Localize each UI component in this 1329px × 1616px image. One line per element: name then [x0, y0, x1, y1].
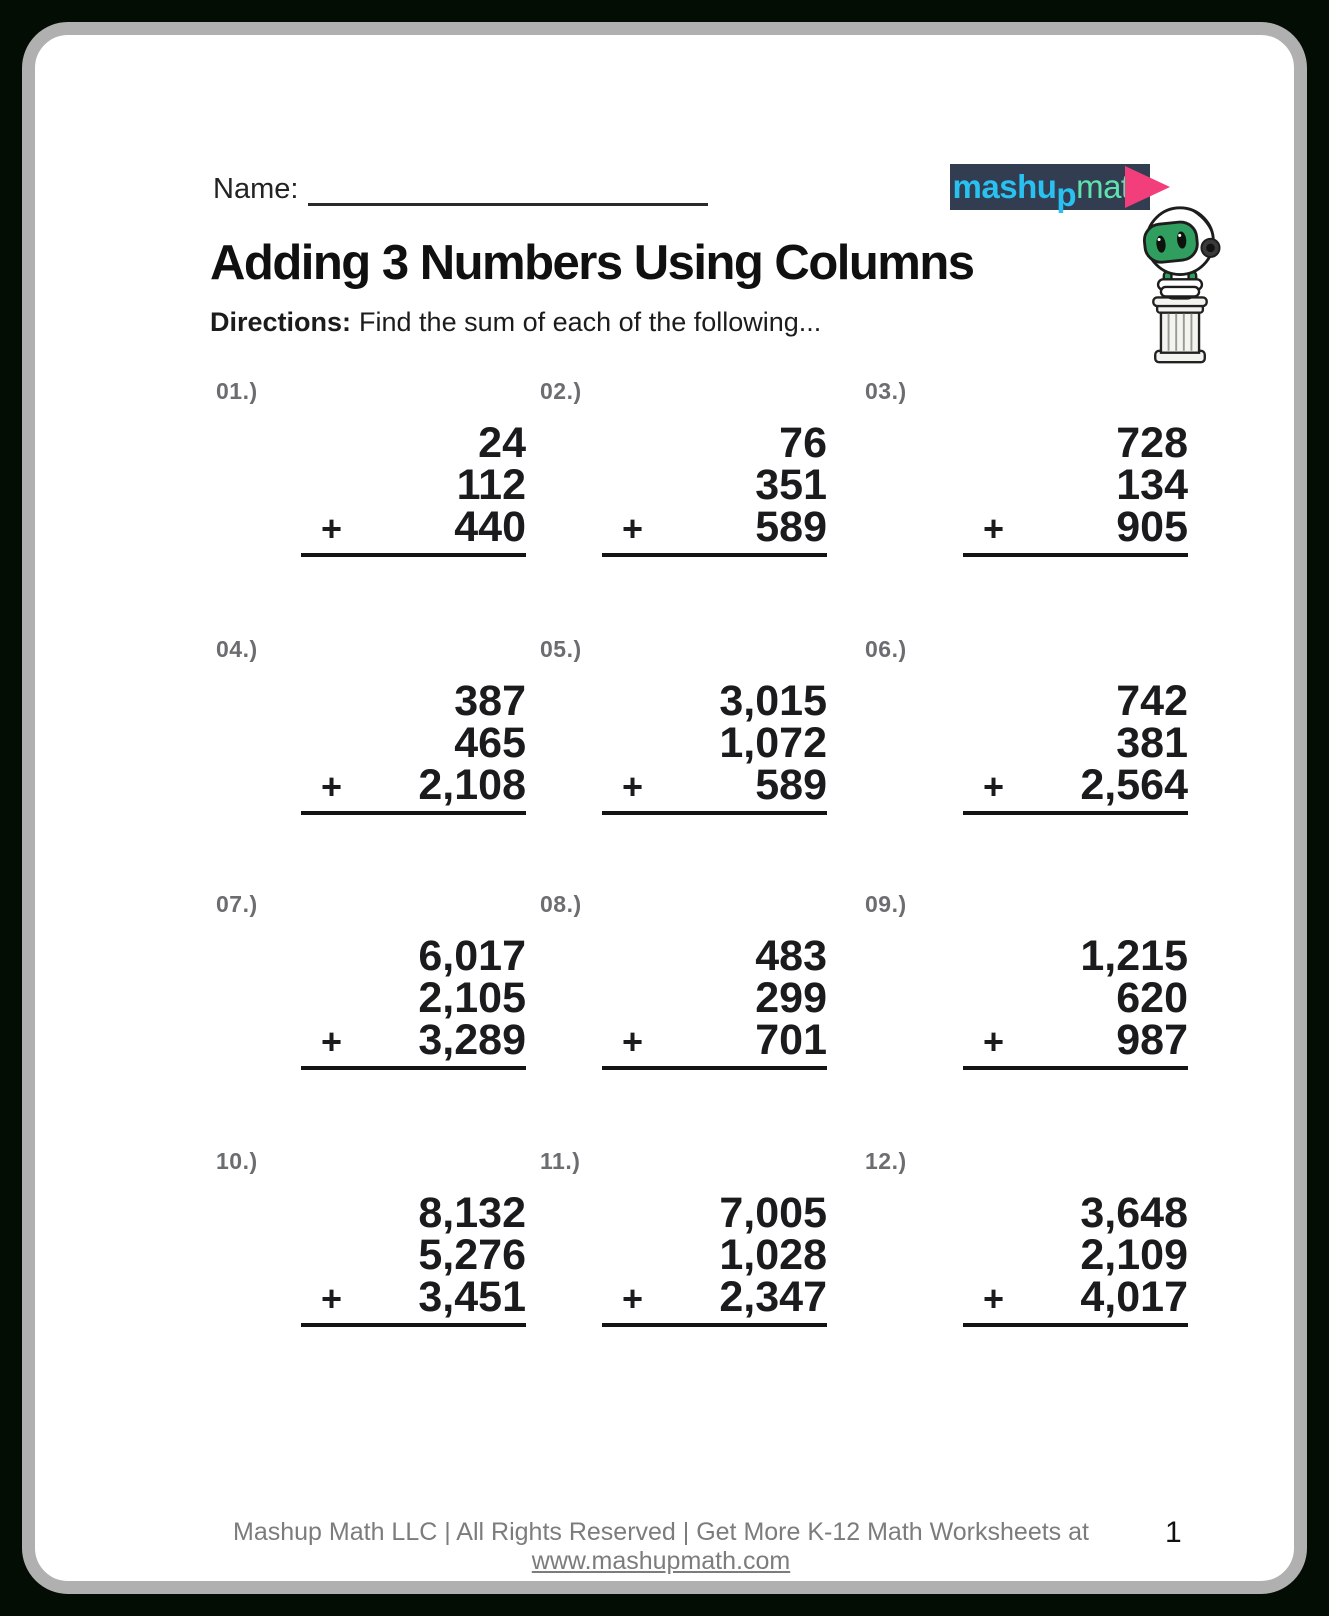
addend-value: 24	[478, 419, 526, 467]
addend-value: 3,015	[719, 677, 827, 725]
name-blank-line	[308, 173, 708, 206]
mashupmath-logo	[950, 164, 1150, 213]
addend-value: 589	[755, 761, 827, 809]
sum-line	[602, 1323, 827, 1327]
sum-line	[963, 1323, 1188, 1327]
plus-operator: +	[321, 508, 343, 549]
problem-label: 04.)	[216, 636, 258, 662]
sum-line	[963, 553, 1188, 557]
sum-line	[602, 553, 827, 557]
addend-value: 483	[755, 932, 827, 980]
problem-label: 06.)	[865, 636, 907, 662]
problem-label: 05.)	[540, 636, 582, 662]
logo-text-p: p	[1056, 176, 1077, 213]
problem-12	[865, 1147, 1188, 1327]
addend-value: 6,017	[418, 932, 526, 980]
problem-label: 01.)	[216, 378, 258, 404]
addend-value: 905	[1116, 503, 1188, 551]
sum-line	[963, 811, 1188, 815]
plus-operator: +	[622, 1278, 644, 1319]
page-number: 1	[1165, 1516, 1182, 1549]
directions	[210, 307, 821, 338]
plus-operator: +	[983, 508, 1005, 549]
directions-text: Find the sum of each of the following...	[359, 307, 822, 337]
sum-line	[963, 1066, 1188, 1070]
plus-operator: +	[622, 766, 644, 807]
addend-value: 440	[454, 503, 526, 551]
addend-value: 2,108	[418, 761, 526, 809]
problem-label: 02.)	[540, 378, 582, 404]
problem-05	[540, 635, 827, 815]
logo-text-mashu: mashu	[952, 168, 1057, 205]
problem-label: 03.)	[865, 378, 907, 404]
footer-text: Mashup Math LLC | All Rights Reserved | Get More K-12 Math Worksheets at	[233, 1518, 1089, 1546]
problem-10	[216, 1147, 526, 1327]
addend-value: 3,648	[1080, 1189, 1188, 1237]
page-title: Adding 3 Numbers Using Columns	[210, 236, 974, 290]
problem-06	[865, 635, 1188, 815]
plus-operator: +	[321, 1278, 343, 1319]
addend-value: 2,105	[418, 974, 526, 1022]
addend-value: 589	[755, 503, 827, 551]
sum-line	[301, 553, 526, 557]
problem-label: 10.)	[216, 1148, 258, 1174]
sum-line	[602, 811, 827, 815]
sum-line	[301, 1066, 526, 1070]
sum-line	[301, 1323, 526, 1327]
worksheet-page	[22, 22, 1307, 1594]
addend-value: 728	[1116, 419, 1188, 467]
addend-value: 3,289	[418, 1016, 526, 1064]
addend-value: 5,276	[418, 1231, 526, 1279]
addend-value: 620	[1116, 974, 1188, 1022]
addend-value: 2,109	[1080, 1231, 1188, 1279]
sum-line	[301, 811, 526, 815]
plus-operator: +	[983, 1021, 1005, 1062]
addend-value: 112	[456, 461, 526, 509]
addend-value: 1,072	[719, 719, 827, 767]
addend-value: 387	[454, 677, 526, 725]
problem-label: 07.)	[216, 891, 258, 917]
name-row	[213, 173, 708, 206]
plus-operator: +	[321, 1021, 343, 1062]
robot-mascot-icon	[1132, 205, 1228, 367]
sum-line	[602, 1066, 827, 1070]
addend-value: 7,005	[719, 1189, 827, 1237]
addend-value: 8,132	[418, 1189, 526, 1237]
addend-value: 381	[1116, 719, 1188, 767]
addend-value: 701	[755, 1016, 827, 1064]
footer	[131, 1518, 1191, 1576]
addend-value: 134	[1116, 461, 1188, 509]
footer-link[interactable]: www.mashupmath.com	[531, 1547, 791, 1575]
addend-value: 2,347	[719, 1273, 827, 1321]
play-icon	[1125, 166, 1170, 208]
problem-07	[216, 890, 526, 1070]
addend-value: 351	[755, 461, 827, 509]
problem-label: 08.)	[540, 891, 582, 917]
plus-operator: +	[983, 766, 1005, 807]
addend-value: 1,215	[1080, 932, 1188, 980]
plus-operator: +	[622, 508, 644, 549]
addend-value: 4,017	[1080, 1273, 1188, 1321]
directions-label: Directions:	[210, 307, 352, 337]
plus-operator: +	[321, 766, 343, 807]
addend-value: 3,451	[418, 1273, 526, 1321]
addend-value: 465	[454, 719, 526, 767]
problem-02	[540, 377, 827, 557]
problem-label: 09.)	[865, 891, 907, 917]
problem-11	[540, 1147, 827, 1327]
problem-01	[216, 377, 526, 557]
addend-value: 2,564	[1080, 761, 1188, 809]
problem-04	[216, 635, 526, 815]
addend-value: 1,028	[719, 1231, 827, 1279]
problem-label: 12.)	[865, 1148, 907, 1174]
addend-value: 742	[1116, 677, 1188, 725]
plus-operator: +	[622, 1021, 644, 1062]
name-label: Name:	[213, 173, 299, 205]
problem-03	[865, 377, 1188, 557]
problem-09	[865, 890, 1188, 1070]
logo-text-math: math	[1076, 168, 1148, 205]
addend-value: 987	[1116, 1016, 1188, 1064]
addend-value: 299	[755, 974, 827, 1022]
plus-operator: +	[983, 1278, 1005, 1319]
addend-value: 76	[779, 419, 827, 467]
problem-label: 11.)	[540, 1148, 581, 1174]
problem-08	[540, 890, 827, 1070]
